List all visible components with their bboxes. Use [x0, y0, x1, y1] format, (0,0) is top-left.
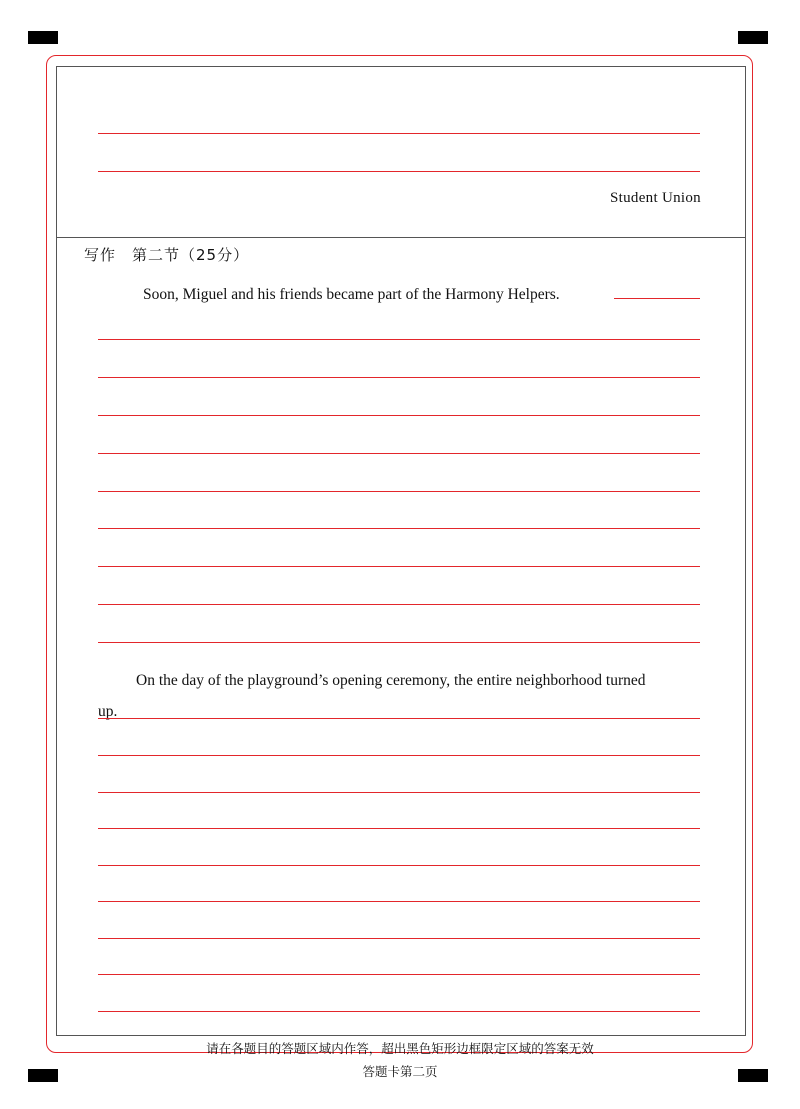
paragraph2-opening-line2: up. — [98, 703, 118, 720]
writing-line[interactable] — [98, 415, 700, 416]
writing-line-short[interactable] — [614, 298, 700, 299]
answer-area-notice: 请在各题目的答题区域内作答，超出黑色矩形边框限定区域的答案无效 — [206, 1041, 594, 1056]
writing-line[interactable] — [98, 566, 700, 567]
writing-line[interactable] — [98, 828, 700, 829]
writing-line[interactable] — [98, 491, 700, 492]
section-divider — [56, 237, 746, 238]
paragraph1-opening-sentence: Soon, Miguel and his friends became part of the Harmony Helpers. — [143, 286, 560, 303]
writing-line[interactable] — [98, 1011, 700, 1012]
writing-line[interactable] — [98, 171, 700, 172]
writing-line[interactable] — [98, 339, 700, 340]
writing-line[interactable] — [98, 453, 700, 454]
writing-line[interactable] — [98, 377, 700, 378]
writing-line[interactable] — [98, 901, 700, 902]
writing-line[interactable] — [98, 974, 700, 975]
page-label: 答题卡第二页 — [362, 1064, 438, 1079]
letter-signature: Student Union — [610, 190, 701, 206]
paragraph2-opening-line1: On the day of the playground’s opening ceremony, the entire neighborhood turned — [136, 672, 646, 689]
writing-line[interactable] — [98, 718, 700, 719]
writing-line[interactable] — [98, 755, 700, 756]
writing-line[interactable] — [98, 642, 700, 643]
answer-box-border — [56, 66, 746, 1036]
writing-line[interactable] — [98, 792, 700, 793]
writing-line[interactable] — [98, 604, 700, 605]
writing-line[interactable] — [98, 938, 700, 939]
writing-line[interactable] — [98, 528, 700, 529]
writing-line[interactable] — [98, 865, 700, 866]
writing-line[interactable] — [98, 133, 700, 134]
registration-mark-top-right — [738, 31, 768, 44]
section-title: 写作 第二节（25分） — [84, 246, 250, 264]
registration-mark-top-left — [28, 31, 58, 44]
